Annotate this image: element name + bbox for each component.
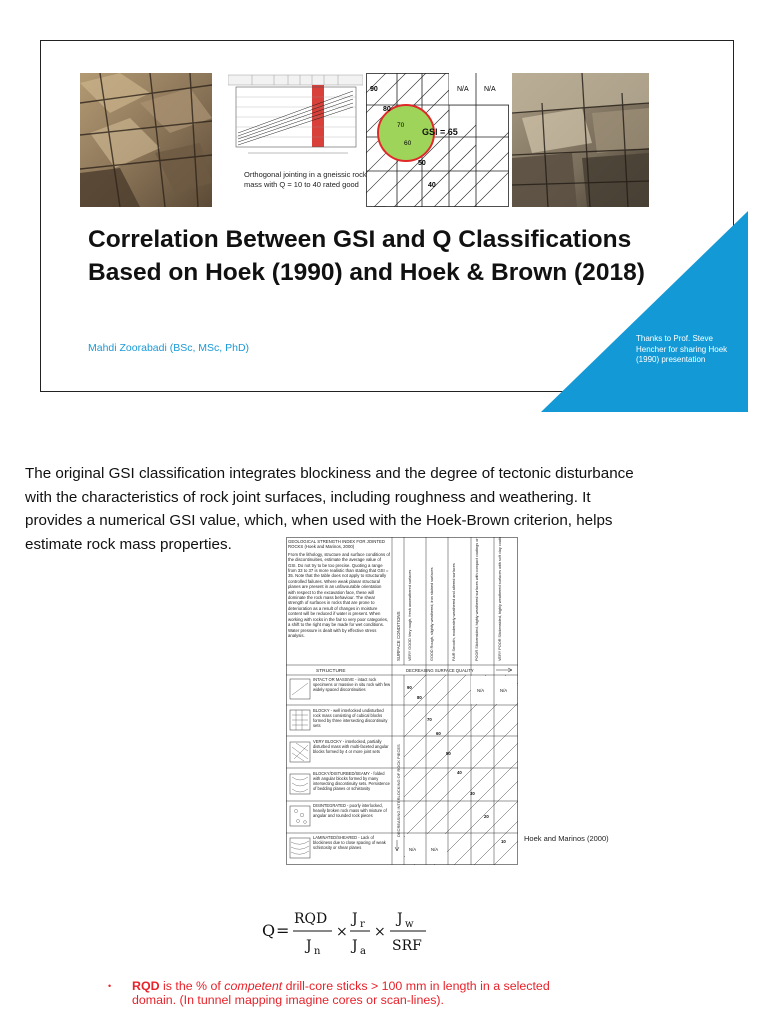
grid-value-70: 70 bbox=[397, 122, 405, 129]
bullet-dot: • bbox=[108, 981, 112, 991]
rqd-pre: is the % of bbox=[159, 979, 225, 993]
structure-row-disturbed: BLOCKY/DISTURBED/SEAMY - folded with angular blocks formed by many intersecting discontinuity sets. Persistence of bedding planes or schistosity bbox=[313, 771, 390, 792]
structure-row-laminated: LAMINATED/SHEARED - Lack of blockiness due to close spacing of weak schistosity or shear planes bbox=[313, 835, 386, 851]
structure-row-very-blocky: VERY BLOCKY - interlocked, partially disturbed mass with multi-faceted angular blocks formed by 4 or more joint sets bbox=[313, 739, 389, 755]
rock-photo-left bbox=[80, 73, 212, 207]
rqd-term: RQD bbox=[132, 979, 160, 993]
grid-value-90: 90 bbox=[370, 86, 378, 93]
gsi-value-70: 70 bbox=[427, 717, 432, 722]
gsi-value-90: 90 bbox=[407, 685, 412, 690]
gsi-value-60: 60 bbox=[436, 731, 441, 736]
grid-value-40: 40 bbox=[428, 182, 436, 189]
surface-col-good: GOOD Rough, slightly weathered, iron stained surfaces bbox=[430, 567, 434, 661]
gsi-value-30: 30 bbox=[470, 791, 475, 796]
photo-caption: Orthogonal jointing in a gneissic rock mass with Q = 10 to 40 rated good bbox=[244, 170, 367, 189]
rqd-post: drill-core sticks > 100 mm in length in a selected bbox=[282, 979, 550, 993]
q-gsi-chart-thumbnail bbox=[228, 73, 363, 163]
intro-line: provides a numerical GSI value, which, when used with the Hoek-Brown criterion, helps bbox=[25, 512, 613, 529]
q-formula bbox=[256, 900, 456, 962]
rqd-italic: competent bbox=[224, 979, 283, 993]
formula-ja: J bbox=[352, 938, 358, 954]
grid-value-60: 60 bbox=[404, 140, 412, 147]
surface-col-fair: FAIR Smooth, moderately weathered and altered surfaces bbox=[452, 563, 456, 661]
formula-jn-sub: n bbox=[314, 946, 321, 957]
rqd-bullet bbox=[108, 979, 674, 1007]
formula-srf: SRF bbox=[392, 938, 422, 954]
formula-times-2: × bbox=[374, 924, 386, 940]
surface-col-very-good: VERY GOOD Very rough, fresh unweathered surfaces bbox=[408, 569, 412, 661]
gsi-value-20: 20 bbox=[484, 814, 489, 819]
formula-jr-sub: r bbox=[360, 919, 365, 930]
gsi-header: GEOLOGICAL STRENGTH INDEX FOR JOINTED ROCKS (Hoek and Marinos, 2000) bbox=[288, 539, 386, 550]
intro-line: estimate rock mass properties. bbox=[25, 535, 232, 553]
formula-q: Q bbox=[262, 921, 276, 940]
formula-jn: J bbox=[306, 938, 312, 954]
slide-title: Correlation Between GSI and Q Classifications Based on Hoek (1990) and Hoek & Brown (2018) bbox=[88, 226, 645, 286]
rqd-bullet-line1 bbox=[114, 980, 674, 994]
structure-label: STRUCTURE bbox=[316, 669, 346, 674]
gsi-chart-source: Hoek and Marinos (2000) bbox=[524, 834, 609, 843]
thanks-note: Thanks to Prof. Steve Hencher for sharing Hoek (1990) presentation bbox=[636, 334, 728, 364]
formula-rqd: RQD bbox=[294, 911, 328, 927]
intro-line: with the characteristics of rock joint surfaces, including roughness and weathering. It bbox=[25, 488, 591, 506]
formula-jw-sub: w bbox=[405, 919, 414, 930]
formula-ja-sub: a bbox=[360, 946, 366, 957]
gsi-value-50: 50 bbox=[446, 751, 451, 756]
author-name: Mahdi Zoorabadi (BSc, MSc, PhD) bbox=[88, 342, 250, 354]
structure-row-intact: INTACT OR MASSIVE - intact rock specimens or massive in situ rock with few widely spaced discontinuities bbox=[313, 677, 391, 693]
structure-row-disintegrated: DISINTEGRATED - poorly interlocked, heavily broken rock mass with mixture of angular and rounded rock pieces bbox=[313, 803, 387, 819]
grid-value-50: 50 bbox=[418, 160, 426, 167]
rock-photo-right bbox=[512, 73, 649, 207]
grid-na-1: N/A bbox=[457, 86, 469, 93]
formula-jw: J bbox=[397, 911, 403, 927]
gsi-grid-thumbnail bbox=[366, 73, 509, 207]
structure-row-blocky: BLOCKY - well interlocked undisturbed rock mass consisting of cubical blocks formed by three intersecting discontinuity sets bbox=[313, 708, 388, 729]
grid-na-2: N/A bbox=[484, 86, 496, 93]
formula-times-1: × bbox=[336, 924, 348, 940]
gsi-na-1: N/A bbox=[477, 688, 485, 693]
rqd-bullet-line2: domain. (In tunnel mapping imagine cores or scan-lines). bbox=[132, 992, 444, 1007]
gsi-na-4: N/A bbox=[431, 847, 439, 852]
gsi-value-40: 40 bbox=[457, 770, 462, 775]
gsi-na-3: N/A bbox=[409, 847, 417, 852]
gsi-na-2: N/A bbox=[500, 688, 508, 693]
formula-equals: = bbox=[276, 921, 290, 940]
surface-conditions-label: SURFACE CONDITIONS bbox=[396, 611, 401, 661]
decreasing-quality-label: DECREASING SURFACE QUALITY bbox=[406, 668, 474, 673]
gsi-value-10: 10 bbox=[501, 839, 506, 844]
decreasing-interlocking-label: DECREASING INTERLOCKING OF ROCK PIECES bbox=[396, 744, 401, 837]
grid-value-80: 80 bbox=[383, 106, 391, 113]
surface-col-poor: POOR Slickensided, highly weathered surfaces with compact coatings or fillings or angular fragments bbox=[475, 537, 479, 661]
surface-col-very-poor: VERY POOR Slickensided, highly weathered surfaces with soft clay coatings or fillings bbox=[498, 537, 502, 661]
formula-jr: J bbox=[352, 911, 358, 927]
gsi-65-label: GSI = 65 bbox=[422, 127, 458, 137]
gsi-chart bbox=[286, 537, 518, 865]
intro-line: The original GSI classification integrates blockiness and the degree of tectonic disturbance bbox=[25, 465, 634, 482]
gsi-description: From the lithology, structure and surface conditions of the discontinuities, estimate the average value of GSI. Do not try to be too precise. Quoting a range from 33 to 37 is more realistic than stating that GSI = 35. Note that the table does not apply to structurally controlled failures. Where weak planar structural planes are present in an unfavourable orientation with respect to the excavation face, these will dominate the rock mass behaviour. The shear strength of surfaces in rocks that are prone to deterioration as a result of changes in moisture content will be reduced if water is present. When working with rocks in the fair to very poor categories, a shift to the right may be made for wet conditions. Water pressure is dealt with by effective stress analysis. bbox=[288, 551, 390, 638]
gsi-value-80: 80 bbox=[417, 695, 422, 700]
